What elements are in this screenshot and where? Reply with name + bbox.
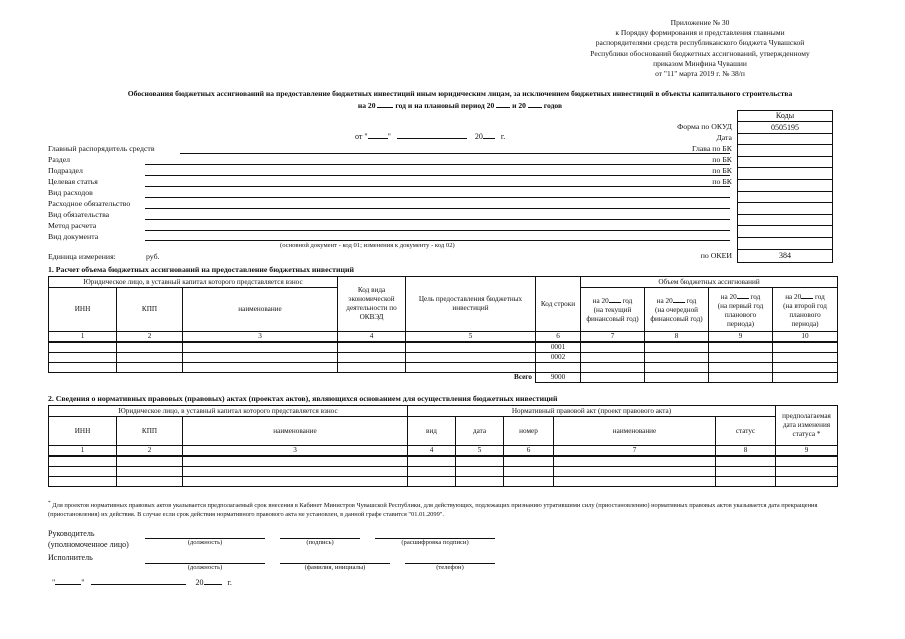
- cell[interactable]: [456, 466, 504, 476]
- col-num: 6: [504, 446, 554, 457]
- table-row: [49, 353, 838, 363]
- table-row: [49, 476, 838, 486]
- field-line[interactable]: [145, 164, 730, 165]
- cell[interactable]: [645, 363, 709, 373]
- code-date[interactable]: [738, 134, 832, 146]
- cell[interactable]: [554, 456, 716, 466]
- date-year: 20: [474, 132, 483, 141]
- code-label-okei: по ОКЕИ: [700, 251, 732, 260]
- name-header: наименование: [183, 417, 408, 446]
- col-num: 6: [536, 332, 581, 343]
- year-current-header: [581, 288, 645, 332]
- cell[interactable]: [645, 353, 709, 363]
- codes-header: Коды: [737, 110, 833, 121]
- title-line-1: Обоснования бюджетных ассигнований на предоставление бюджетных инвестиций иным юридическим лицам, за исключением бюджетных инвестиций в объекты капитального строительства: [127, 89, 793, 98]
- footnote-star: *: [48, 500, 51, 506]
- codes-column: [737, 110, 833, 263]
- yr-text: год: [622, 297, 633, 305]
- cell[interactable]: [338, 353, 406, 363]
- section-1-title: 1. Расчет объема бюджетных ассигнований на предоставление бюджетных инвестиций: [48, 265, 354, 274]
- col-num: 5: [456, 446, 504, 457]
- col-num: 8: [716, 446, 776, 457]
- appendix-line: Республики обоснований бюджетных ассигнований, утвержденному: [590, 48, 810, 58]
- head-cap: (подпись): [306, 539, 334, 546]
- yr-text: (на текущий: [593, 306, 632, 314]
- year-blank[interactable]: [204, 577, 222, 585]
- status-header: статус: [716, 417, 776, 446]
- total-label: Всего: [514, 373, 532, 382]
- total-cell[interactable]: [581, 373, 645, 383]
- col-num: 3: [183, 446, 408, 457]
- year-blank[interactable]: [528, 100, 542, 108]
- col-num: 5: [406, 332, 536, 343]
- day-blank[interactable]: [368, 131, 388, 139]
- head-cap: (расшифровка подписи): [401, 539, 469, 546]
- cell[interactable]: [709, 353, 773, 363]
- cell[interactable]: [456, 476, 504, 486]
- col-num: 2: [117, 446, 183, 457]
- kpp-header: КПП: [117, 417, 183, 446]
- yr-text: периода): [791, 319, 819, 328]
- cell[interactable]: [408, 476, 456, 486]
- code-bk[interactable]: [738, 180, 832, 192]
- executor-cap: (должность): [187, 564, 223, 571]
- code-bk[interactable]: [738, 157, 832, 169]
- code-chapter[interactable]: [738, 145, 832, 157]
- appendix-line: от "11" марта 2019 г. № 38/п: [655, 69, 745, 79]
- cell[interactable]: [117, 342, 183, 353]
- cell[interactable]: [773, 363, 838, 373]
- head-label: Руководитель: [48, 529, 95, 538]
- yr-text: финансовый год): [586, 315, 639, 323]
- field-label: Вид документа: [48, 232, 99, 241]
- total-cell[interactable]: [773, 373, 838, 383]
- cell[interactable]: [504, 456, 554, 466]
- field-label: Целевая статья: [48, 177, 98, 186]
- cell[interactable]: [406, 363, 536, 373]
- field-line[interactable]: [145, 208, 730, 209]
- purpose-header: Цель предоставления бюджетных инвестиций: [406, 277, 536, 332]
- cell[interactable]: [773, 353, 838, 363]
- cell[interactable]: [183, 363, 338, 373]
- col-num: 7: [581, 332, 645, 343]
- cell[interactable]: [504, 466, 554, 476]
- field-label: Вид обязательства: [48, 210, 110, 219]
- executor-cap: (фамилия, инициалы): [304, 564, 366, 571]
- cell[interactable]: [716, 456, 776, 466]
- code-label-bk: по БК: [712, 155, 732, 164]
- col-num: 7: [554, 446, 716, 457]
- table-row: [49, 466, 838, 476]
- appendix-line: приказом Минфина Чувашии: [653, 58, 747, 68]
- cell[interactable]: [773, 342, 838, 353]
- cell[interactable]: [406, 353, 536, 363]
- cell[interactable]: [504, 476, 554, 486]
- year-first-plan-header: [709, 288, 773, 332]
- year-blank[interactable]: [483, 131, 495, 139]
- volume-header: Объем бюджетных ассигнований: [581, 277, 838, 288]
- appendix-line: к Порядку формирования и представления главными: [615, 28, 785, 38]
- col-num: 1: [49, 332, 117, 343]
- section-2-table: [48, 405, 838, 487]
- cell[interactable]: [183, 353, 338, 363]
- date-header: дата: [456, 417, 504, 446]
- unit-label: Единица измерения:: [48, 252, 116, 261]
- date-quote: ": [81, 578, 85, 587]
- yr-text: на 20: [656, 297, 673, 305]
- act-header: Нормативный правовой акт (проект правового акта): [408, 406, 776, 417]
- document-date: [355, 131, 505, 141]
- date-year: 20: [195, 578, 204, 587]
- cell[interactable]: [117, 476, 183, 486]
- cell[interactable]: [776, 456, 838, 466]
- year-second-plan-header: [773, 288, 838, 332]
- year-blank[interactable]: [737, 291, 749, 299]
- legal-entity-header: Юридическое лицо, в уставный капитал которого представляется взнос: [49, 406, 408, 417]
- year-blank[interactable]: [673, 295, 685, 303]
- table-row: [49, 363, 838, 373]
- code-empty[interactable]: [738, 215, 832, 227]
- signature-date: [52, 577, 232, 587]
- col-num: 4: [338, 332, 406, 343]
- field-line[interactable]: [145, 240, 730, 241]
- section-2-title: 2. Сведения о нормативных правовых (правовых) актах (проектах актов), являющихся основанием для осуществления бюджетных инвестиций: [48, 394, 558, 403]
- cell[interactable]: [183, 466, 408, 476]
- code-okud[interactable]: 0505195: [738, 122, 832, 134]
- year-blank[interactable]: [377, 100, 393, 108]
- yr-text: год: [815, 292, 825, 301]
- field-label: Подраздел: [48, 166, 83, 175]
- yr-text: год: [686, 297, 697, 305]
- code-label-date: Дата: [716, 133, 732, 142]
- title-part: годов: [543, 101, 563, 110]
- total-cell[interactable]: [645, 373, 709, 383]
- code-empty[interactable]: [738, 192, 832, 204]
- cell[interactable]: [49, 342, 117, 353]
- date-prefix: от ": [355, 132, 368, 141]
- cell[interactable]: [456, 456, 504, 466]
- yr-text: (на первый год: [717, 301, 764, 310]
- inn-header: ИНН: [49, 288, 117, 332]
- title-part: год и на плановый период 20: [395, 101, 495, 110]
- cell[interactable]: [49, 476, 117, 486]
- day-blank[interactable]: [55, 577, 81, 585]
- cell[interactable]: [645, 342, 709, 353]
- cell[interactable]: [581, 342, 645, 353]
- total-code: 9000: [536, 373, 581, 383]
- cell[interactable]: [581, 363, 645, 373]
- code-empty[interactable]: [738, 203, 832, 215]
- line-code-header: Код строки: [536, 277, 581, 332]
- code-label-bk: по БК: [712, 177, 732, 186]
- code-empty[interactable]: [738, 238, 832, 250]
- yr-text: планового: [724, 310, 757, 319]
- head-sub-label: (уполномоченное лицо): [48, 540, 129, 549]
- col-num: 9: [709, 332, 773, 343]
- yr-text: финансовый год): [650, 315, 703, 323]
- cell[interactable]: [117, 466, 183, 476]
- yr-text: на 20: [592, 297, 609, 305]
- cell[interactable]: [554, 466, 716, 476]
- cell[interactable]: [117, 456, 183, 466]
- cell[interactable]: [716, 466, 776, 476]
- cell[interactable]: [49, 456, 117, 466]
- yr-text: планового: [789, 310, 821, 319]
- cell[interactable]: [408, 456, 456, 466]
- cell[interactable]: [408, 466, 456, 476]
- cell[interactable]: [338, 342, 406, 353]
- okved-header: Код вида экономической деятельности по ОКВЭД: [338, 277, 406, 332]
- field-line[interactable]: [145, 186, 730, 187]
- appendix-header: [565, 18, 835, 79]
- cell[interactable]: [49, 353, 117, 363]
- legal-entity-header: Юридическое лицо, в уставный капитал которого представляется взнос: [49, 277, 338, 288]
- appendix-line: Приложение № 30: [670, 18, 730, 27]
- yr-text: (на очередной: [654, 306, 699, 314]
- appendix-line: распорядителями средств республиканского бюджета Чувашской: [595, 38, 805, 48]
- head-cap: (должность): [187, 539, 223, 546]
- number-header: номер: [504, 417, 554, 446]
- year-next-header: [645, 288, 709, 332]
- total-row: [49, 373, 838, 383]
- total-cell[interactable]: [709, 373, 773, 383]
- cell[interactable]: [49, 363, 117, 373]
- field-line[interactable]: [145, 197, 730, 198]
- code-bk[interactable]: [738, 168, 832, 180]
- cell[interactable]: [117, 363, 183, 373]
- section-1-table: [48, 276, 838, 383]
- date-quote: ": [52, 578, 56, 587]
- footnote-text: Для проектов нормативных правовых актов указывается предполагаемый срок внесения в Кабинет Министров Чувашской Республики, для действующих, подлежащих признанию утратившими силу (приостановлению) нормативных правовых актов указывается дата прекращения (приостановления) их действия. В случае если срок действия нормативного правового акта не установлен, в данной графе ставится "01.01.2099".: [48, 502, 818, 519]
- yr-text: на 20: [720, 292, 737, 301]
- unit-value: руб.: [146, 252, 160, 261]
- code-label-bk: по БК: [712, 166, 732, 175]
- cell[interactable]: [776, 466, 838, 476]
- cell[interactable]: [338, 363, 406, 373]
- cell[interactable]: [49, 466, 117, 476]
- year-blank[interactable]: [801, 291, 813, 299]
- line-code-cell: 0002: [536, 353, 581, 363]
- cell[interactable]: [183, 456, 408, 466]
- date-g: г.: [500, 132, 506, 141]
- field-line[interactable]: [145, 219, 730, 220]
- cell[interactable]: [117, 353, 183, 363]
- yr-text: на 20: [785, 292, 802, 301]
- month-blank[interactable]: [91, 577, 186, 585]
- field-line[interactable]: [145, 175, 730, 176]
- codes-box: [737, 121, 833, 263]
- cell[interactable]: [536, 363, 581, 373]
- field-label: Раздел: [48, 155, 71, 164]
- act-name-header: наименование: [554, 417, 716, 446]
- yr-text: периода): [726, 319, 755, 328]
- field-line[interactable]: [180, 153, 730, 154]
- year-blank[interactable]: [496, 100, 510, 108]
- field-label: Вид расходов: [48, 188, 93, 197]
- date-g: г.: [227, 578, 232, 587]
- col-num: 4: [408, 446, 456, 457]
- kind-header: вид: [408, 417, 456, 446]
- line-code-cell: 0001: [536, 342, 581, 353]
- year-blank[interactable]: [609, 295, 621, 303]
- executor-cap: (телефон): [436, 564, 464, 571]
- code-label-okud: Форма по ОКУД: [677, 122, 732, 131]
- cell[interactable]: [406, 342, 536, 353]
- col-num: 1: [49, 446, 117, 457]
- inn-header: ИНН: [49, 417, 117, 446]
- cell[interactable]: [716, 476, 776, 486]
- field-label: Главный распорядитель средств: [48, 144, 155, 153]
- executor-label: Исполнитель: [48, 553, 93, 562]
- table-row: [49, 456, 838, 466]
- field-label: Расходное обязательство: [48, 199, 131, 208]
- date-quote: ": [387, 132, 391, 141]
- col-num: 9: [776, 446, 838, 457]
- code-empty[interactable]: [738, 226, 832, 238]
- cell[interactable]: [709, 363, 773, 373]
- document-type-note: (основной документ - код 01; изменения к документу - код 02): [280, 242, 455, 249]
- expected-date-header: предполагаемая дата изменения статуса *: [776, 406, 838, 446]
- col-num: 2: [117, 332, 183, 343]
- name-header: наименование: [183, 288, 338, 332]
- code-label-chapter: Глава по БК: [692, 144, 732, 153]
- month-blank[interactable]: [397, 131, 467, 139]
- cell[interactable]: [581, 353, 645, 363]
- col-num: 8: [645, 332, 709, 343]
- cell[interactable]: [183, 476, 408, 486]
- title-part: на 20: [357, 101, 376, 110]
- cell[interactable]: [183, 342, 338, 353]
- document-title: [60, 88, 860, 112]
- footnote: [48, 499, 838, 519]
- title-part: и 20: [512, 101, 526, 110]
- kpp-header: КПП: [117, 288, 183, 332]
- table-row: [49, 342, 838, 353]
- col-num: 10: [773, 332, 838, 343]
- col-num: 3: [183, 332, 338, 343]
- cell[interactable]: [554, 476, 716, 486]
- yr-text: (на второй год: [783, 301, 827, 310]
- field-label: Метод расчета: [48, 221, 97, 230]
- cell[interactable]: [709, 342, 773, 353]
- code-okei[interactable]: 384: [779, 250, 791, 260]
- yr-text: год: [750, 292, 761, 301]
- field-line[interactable]: [145, 230, 730, 231]
- cell[interactable]: [776, 476, 838, 486]
